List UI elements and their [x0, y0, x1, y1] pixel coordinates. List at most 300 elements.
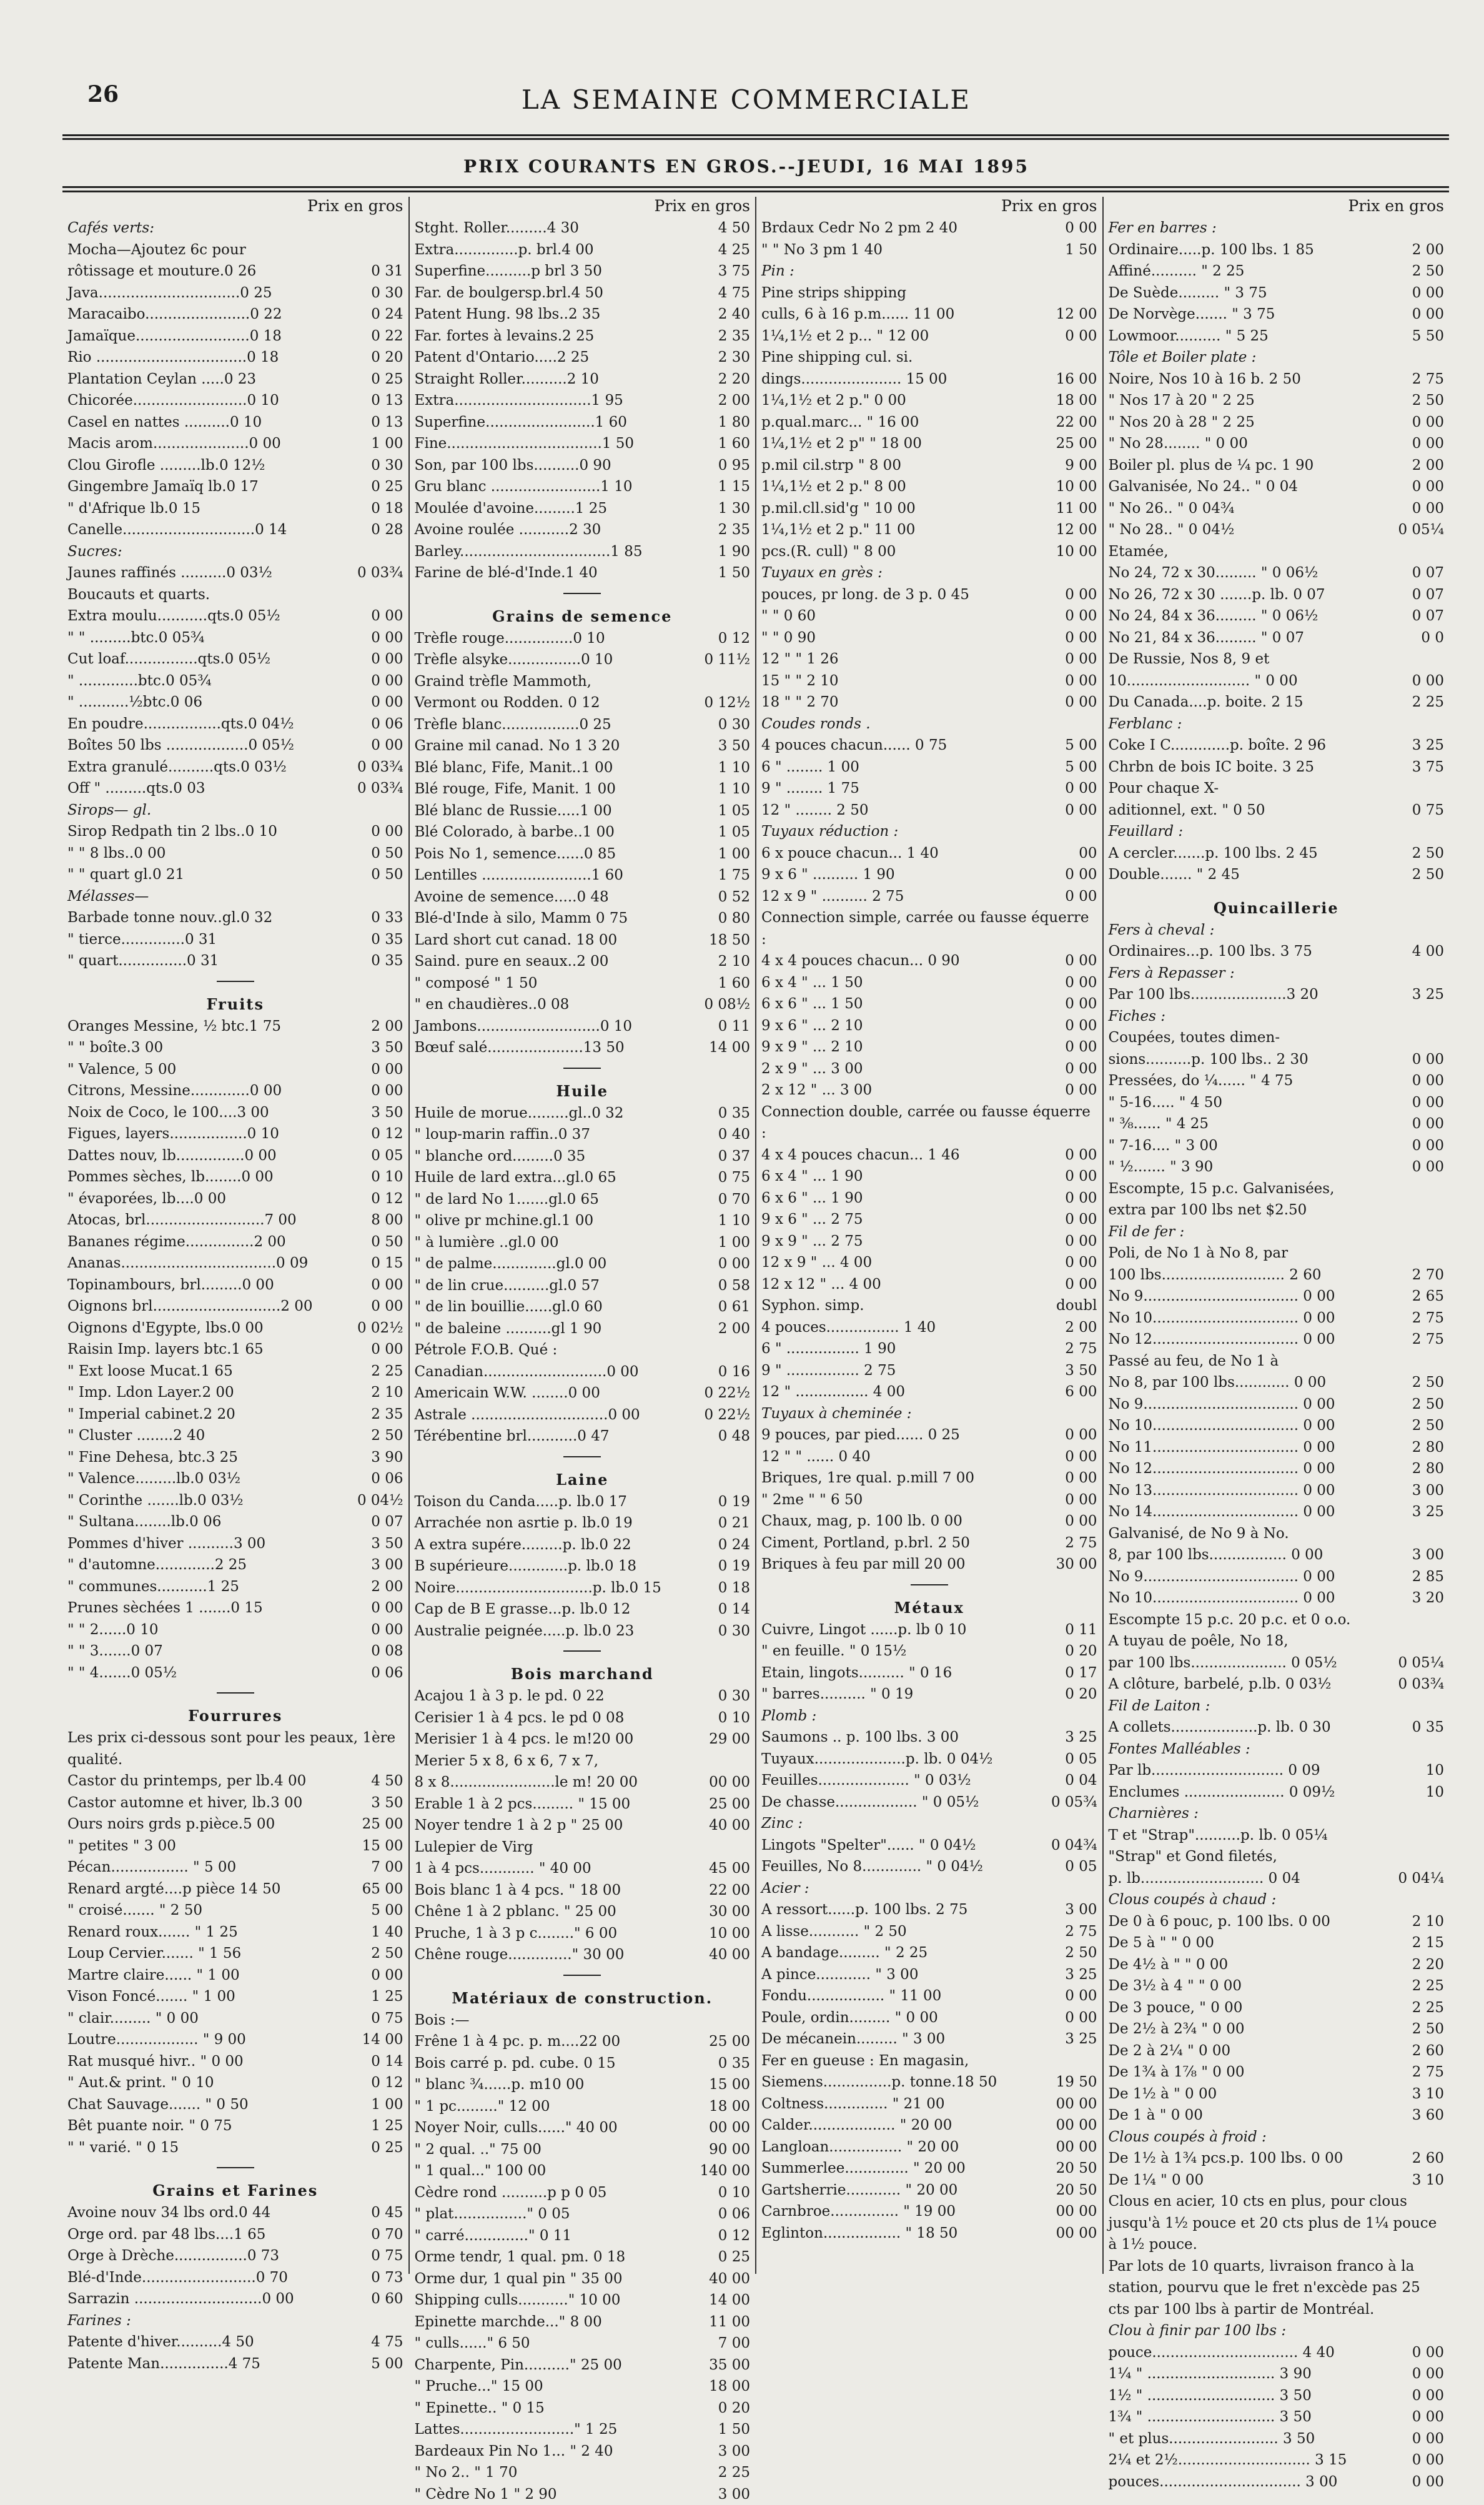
item-name: Prunes sèchées 1 .......0 15	[67, 1597, 365, 1619]
item-name: Chaux, mag, p. 100 lb. 0 00	[761, 1510, 1059, 1532]
subsection-heading: Farines :	[67, 2310, 403, 2332]
item-name: Chêne 1 à 2 pblanc. " 25 00	[415, 1901, 703, 1923]
item-name: 6 x 4 " ... 1 90	[761, 1166, 1059, 1188]
item-name: " de baleine ..........gl 1 90	[415, 1318, 712, 1340]
price-row	[67, 433, 403, 455]
price-row	[67, 1231, 403, 1253]
item-price: 0 00	[1406, 433, 1444, 455]
item-price: 2 50	[1406, 260, 1444, 282]
item-price: 65 00	[356, 1878, 403, 1900]
price-row	[415, 2419, 751, 2441]
item-name: " 1 qual..." 100 00	[415, 2160, 694, 2182]
price-row	[1109, 1975, 1445, 1997]
price-row	[415, 369, 751, 390]
item-name: Pécan................. " 5 00	[67, 1857, 365, 1878]
price-row	[761, 692, 1097, 713]
column-header: Prix en gros	[1109, 197, 1445, 215]
item-price: 0 00	[1059, 217, 1097, 239]
price-row	[761, 2071, 1097, 2093]
item-price: 0 00	[1059, 627, 1097, 649]
price-row	[415, 1296, 751, 1318]
price-row	[67, 692, 403, 713]
item-name: " d'Afrique lb.0 15	[67, 498, 365, 520]
item-name: dings...................... 15 00	[761, 369, 1050, 390]
column-3	[756, 197, 1104, 2274]
item-name: Lattes........................." 1 25	[415, 2419, 712, 2441]
item-price: 1 50	[1059, 239, 1097, 261]
price-row	[67, 605, 403, 627]
item-price: 0 00	[365, 1597, 403, 1619]
price-row	[67, 2008, 403, 2030]
item-price: 35 00	[703, 2354, 750, 2376]
item-name: p.qual.marc... " 16 00	[761, 412, 1050, 434]
item-name: Raisin Imp. layers btc.1 65	[67, 1339, 365, 1361]
price-row	[415, 2333, 751, 2354]
note-text: Clous en acier, 10 cts en plus, pour clous jusqu'à 1½ pouce et 20 cts plus de 1¼ pouce à 1½ pouce.	[1109, 2191, 1445, 2256]
price-row	[415, 412, 751, 434]
running-title: LA SEMAINE COMMERCIALE	[44, 84, 1449, 115]
item-price: 0 30	[365, 282, 403, 304]
item-price: 2 75	[1059, 1921, 1097, 1943]
subsection-heading: Clous coupés à froid :	[1109, 2126, 1445, 2148]
item-price: 2 50	[1406, 1372, 1444, 1394]
item-price: 2 00	[1059, 1317, 1097, 1339]
item-name: " quart...............0 31	[67, 950, 365, 972]
item-price: 0 75	[1406, 800, 1444, 821]
price-row	[415, 1016, 751, 1038]
item-name: Galvanisé, de No 9 à No.	[1109, 1523, 1438, 1545]
item-price: 2 70	[1406, 1264, 1444, 1286]
price-row	[415, 973, 751, 995]
price-row	[1109, 1437, 1445, 1459]
price-row	[415, 2160, 751, 2182]
item-name: " No 28.. " 0 04½	[1109, 519, 1392, 541]
item-name: 12 x 9 " .......... 2 75	[761, 886, 1059, 908]
item-name: De Norvège....... " 3 75	[1109, 304, 1406, 325]
item-name: Lulepier de Virg	[415, 1837, 744, 1858]
item-price: 0 00	[1059, 605, 1097, 627]
item-price: 0 03¾	[351, 756, 403, 778]
item-price: 0 00	[365, 627, 403, 649]
subsection-heading: Charnières :	[1109, 1803, 1445, 1825]
item-price: 10 00	[1050, 476, 1097, 498]
item-name: Cerisier 1 à 4 pcs. le pd 0 08	[415, 1707, 712, 1729]
price-row	[67, 498, 403, 520]
item-price: 0 07	[1406, 584, 1444, 606]
price-row	[761, 2136, 1097, 2158]
price-row	[1109, 735, 1445, 756]
item-price: 00 00	[1050, 2093, 1097, 2115]
price-row	[761, 1079, 1097, 1101]
column-header: Prix en gros	[415, 197, 751, 215]
item-price: 2 50	[365, 1943, 403, 1965]
price-row	[67, 260, 403, 282]
price-row	[761, 2115, 1097, 2136]
item-price: 0 52	[712, 886, 750, 908]
item-price: 0 00	[365, 1339, 403, 1361]
price-row	[415, 800, 751, 822]
section-heading: Fourrures	[67, 1705, 403, 1727]
item-price: 1 60	[712, 973, 750, 995]
item-price: 3 50	[365, 1792, 403, 1814]
item-price: 0 00	[1059, 584, 1097, 606]
price-row	[415, 282, 751, 304]
item-price: 0 00	[1059, 886, 1097, 908]
price-row	[1109, 2061, 1445, 2083]
price-row	[415, 2031, 751, 2053]
item-name: Coke I C.............p. boîte. 2 96	[1109, 735, 1406, 756]
item-price: 3 50	[365, 1037, 403, 1059]
item-name: " No 28........ " 0 00	[1109, 433, 1406, 455]
item-name: Martre claire...... " 1 00	[67, 1965, 365, 1987]
item-name: " " varié. " 0 15	[67, 2137, 365, 2159]
price-row	[1109, 519, 1445, 541]
item-name: 15 " " 2 10	[761, 670, 1059, 692]
item-price: 2 75	[1406, 2061, 1444, 2083]
price-row	[761, 670, 1097, 692]
item-price: 2 50	[1406, 2018, 1444, 2040]
note-text: Connection simple, carrée ou fausse équerre :	[761, 907, 1097, 950]
price-row	[1109, 1351, 1445, 1372]
item-name: Bardeaux Pin No 1... " 2 40	[415, 2441, 712, 2463]
column-header: Prix en gros	[67, 197, 403, 215]
item-price: 0 05¾	[1045, 1792, 1097, 1813]
item-price: 20 50	[1050, 2158, 1097, 2180]
item-name: " 2me " " 6 50	[761, 1489, 1059, 1511]
subsection-heading: Coudes ronds .	[761, 713, 1097, 735]
item-price: 2 85	[1406, 1566, 1444, 1588]
price-row	[67, 1511, 403, 1533]
price-row	[761, 1360, 1097, 1382]
item-name: No 11................................ 0 00	[1109, 1437, 1406, 1459]
item-name: A extra supére.........p. lb.0 22	[415, 1534, 712, 1556]
item-price: 3 00	[1406, 1544, 1444, 1566]
price-row	[415, 2441, 751, 2463]
price-row	[415, 2096, 751, 2118]
item-name: Charpente, Pin.........." 25 00	[415, 2354, 703, 2376]
price-row	[67, 1188, 403, 1210]
item-price: 25 00	[703, 1793, 750, 1815]
price-row	[415, 1426, 751, 1447]
item-price: 2 40	[712, 304, 750, 325]
section-heading: Matériaux de construction.	[415, 1987, 751, 2010]
price-row	[67, 1662, 403, 1684]
subsection-heading: Fers à cheval :	[1109, 920, 1445, 941]
item-price: 0 20	[365, 347, 403, 369]
item-name: Saind. pure en seaux..2 00	[415, 951, 712, 973]
item-name: 12 x 12 " ... 4 00	[761, 1274, 1059, 1296]
item-name: " de palme..............gl.0 00	[415, 1253, 712, 1275]
item-price: doubl	[1050, 1295, 1097, 1317]
item-price: 0 00	[1059, 1985, 1097, 2007]
section-heading: Grains de semence	[415, 605, 751, 628]
price-row	[415, 433, 751, 455]
price-row	[1109, 498, 1445, 520]
item-price: 12 00	[1050, 519, 1097, 541]
item-name: Par lb............................. 0 09	[1109, 1760, 1420, 1782]
item-name: Etain, lingots.......... " 0 16	[761, 1662, 1059, 1684]
section-heading: Huile	[415, 1080, 751, 1103]
price-row	[1109, 1609, 1445, 1631]
item-name: Térébentine brl...........0 47	[415, 1426, 712, 1447]
item-price: 3 20	[1406, 1587, 1444, 1609]
item-name: " communes...........1 25	[67, 1576, 365, 1598]
item-name: No 9.................................. 0 00	[1109, 1566, 1406, 1588]
item-name: Stght. Roller.........4 30	[415, 217, 712, 239]
item-price: 0 48	[712, 1426, 750, 1447]
item-price: 3 75	[1406, 756, 1444, 778]
item-price: 0 00	[365, 1059, 403, 1081]
price-row	[761, 886, 1097, 908]
price-row	[415, 2117, 751, 2139]
item-price: 4 75	[712, 282, 750, 304]
item-price: 2 75	[1059, 1338, 1097, 1360]
price-row	[67, 1404, 403, 1426]
item-price: 0 12½	[698, 692, 750, 714]
price-row	[415, 2462, 751, 2484]
item-price: 0 30	[712, 1620, 750, 1642]
item-price: 0 73	[365, 2267, 403, 2289]
item-name: Coltness.............. " 21 00	[761, 2093, 1050, 2115]
price-row	[415, 1729, 751, 1750]
item-name: Blé-d'Inde à silo, Mamm 0 75	[415, 908, 712, 930]
item-name: De 1¼ " 0 00	[1109, 2170, 1406, 2191]
item-name: Chat Sauvage....... " 0 50	[67, 2094, 365, 2116]
item-name: A ressort......p. 100 lbs. 2 75	[761, 1899, 1059, 1921]
item-price: 3 25	[1059, 2028, 1097, 2050]
item-price: 2 00	[712, 1318, 750, 1340]
item-price: 2 75	[1406, 1307, 1444, 1329]
item-name: 1¼ " ............................ 3 90	[1109, 2363, 1406, 2385]
item-price: 00	[1072, 843, 1097, 865]
item-name: 2 x 12 " ... 3 00	[761, 1079, 1059, 1101]
item-price: 5 50	[1406, 325, 1444, 347]
item-name: 4 pouces chacun...... 0 75	[761, 735, 1059, 756]
item-price: 0 24	[365, 304, 403, 325]
item-name: Orge ord. par 48 lbs....1 65	[67, 2224, 365, 2246]
item-price: 3 25	[1406, 1501, 1444, 1523]
price-row	[761, 412, 1097, 434]
item-price: 00 00	[703, 2117, 750, 2139]
item-price: 2 30	[712, 347, 750, 369]
price-row	[67, 455, 403, 477]
price-row	[415, 1858, 751, 1880]
item-price: 0 11	[712, 1016, 750, 1038]
item-price: 1 75	[712, 865, 750, 886]
item-price: 5 00	[365, 1900, 403, 1922]
price-row	[761, 648, 1097, 670]
price-row	[67, 2224, 403, 2246]
item-name: " " 4.......0 05½	[67, 1662, 365, 1684]
item-price: 1 25	[365, 2115, 403, 2137]
subsection-heading: Sirops— gl.	[67, 800, 403, 821]
item-price: 0 06	[365, 1662, 403, 1684]
item-name: Calder................... " 20 00	[761, 2115, 1050, 2136]
section-heading: Grains et Farines	[67, 2180, 403, 2202]
price-row	[67, 239, 403, 261]
price-row	[415, 1923, 751, 1945]
subsection-heading: Fers à Repasser :	[1109, 963, 1445, 985]
item-name: Avoine roulée ...........2 30	[415, 519, 712, 541]
item-price: 0 30	[365, 455, 403, 477]
item-name: Poule, ordin......... " 0 00	[761, 2007, 1059, 2029]
item-name: " " .........btc.0 05¾	[67, 627, 365, 649]
item-price: 1 10	[712, 778, 750, 800]
item-name: Affiné.......... " 2 25	[1109, 260, 1406, 282]
item-name: De 1¾ à 1⅞ " 0 00	[1109, 2061, 1406, 2083]
page-number: 26	[87, 81, 119, 107]
item-name: " en feuille. " 0 15½	[761, 1640, 1059, 1662]
item-name: Canadian...........................0 00	[415, 1361, 712, 1383]
item-price: 2 60	[1406, 2148, 1444, 2170]
price-row	[415, 2182, 751, 2204]
item-price: 0 14	[365, 2051, 403, 2073]
item-name: p.mil cil.strp " 8 00	[761, 455, 1059, 477]
price-row	[1109, 1307, 1445, 1329]
item-name: " de lard No 1.......gl.0 65	[415, 1189, 712, 1211]
price-row	[415, 843, 751, 865]
item-price: 25 00	[1050, 433, 1097, 455]
item-price: 2 00	[1406, 455, 1444, 477]
price-row	[67, 1965, 403, 1987]
price-row	[1109, 756, 1445, 778]
item-price: 0 50	[365, 843, 403, 865]
item-price: 0 00	[1406, 412, 1444, 434]
item-price: 1 05	[712, 800, 750, 822]
item-price: 3 50	[1059, 1360, 1097, 1382]
price-row	[415, 1124, 751, 1146]
item-price: 0 00	[365, 821, 403, 843]
item-name: De 3½ à 4 " " 0 00	[1109, 1975, 1406, 1997]
price-row	[67, 907, 403, 929]
item-price: 4 25	[712, 239, 750, 261]
item-price: 0 04¼	[1392, 1868, 1444, 1890]
price-row	[67, 1554, 403, 1576]
price-row	[415, 1189, 751, 1211]
price-row	[415, 1685, 751, 1707]
item-name: Loup Cervier....... " 1 56	[67, 1943, 365, 1965]
item-price: 0 12	[365, 1123, 403, 1145]
price-row	[1109, 1630, 1445, 1652]
price-row	[1109, 2083, 1445, 2105]
item-price: 0 00	[1059, 993, 1097, 1015]
item-name: 12 " ........ 2 50	[761, 800, 1059, 821]
price-row	[67, 2094, 403, 2116]
item-price: 2 25	[712, 2462, 750, 2484]
item-name: Gru blanc ........................1 10	[415, 476, 712, 498]
item-price: 0 04½	[351, 1490, 403, 1512]
price-row	[415, 1772, 751, 1793]
item-name: pouces............................... 3 00	[1109, 2471, 1406, 2493]
item-name: Maracaibo.......................0 22	[67, 304, 365, 325]
item-name: Sarrazin ............................0 00	[67, 2288, 365, 2310]
item-price: 22 00	[1050, 412, 1097, 434]
item-price: 12 00	[1050, 304, 1097, 325]
price-row	[1109, 1199, 1445, 1221]
section-divider	[563, 593, 601, 594]
price-row	[761, 217, 1097, 239]
section-heading: Fruits	[67, 993, 403, 1016]
item-price: 14 00	[703, 1037, 750, 1059]
note-text: Par lots de 10 quarts, livraison franco à la station, pourvu que le fret n'excède pas 25 cts par 100 lbs à partir de Montréal.	[1109, 2256, 1445, 2321]
item-name: T et "Strap"..........p. lb. 0 05¼	[1109, 1825, 1438, 1847]
subsection-heading: Tuyaux en grès :	[761, 562, 1097, 584]
item-name: Oranges Messine, ½ btc.1 75	[67, 1016, 365, 1038]
item-price: 0 05	[365, 1145, 403, 1167]
price-row	[1109, 864, 1445, 886]
price-row	[761, 864, 1097, 886]
price-row	[1109, 1652, 1445, 1674]
item-name: Orme dur, 1 qual pin " 35 00	[415, 2268, 703, 2290]
item-name: 1¾ " ............................ 3 50	[1109, 2406, 1406, 2428]
price-row	[415, 390, 751, 412]
price-row	[761, 950, 1097, 972]
item-name: Poli, de No 1 à No 8, par	[1109, 1243, 1438, 1264]
price-row	[67, 1102, 403, 1124]
section-heading: Métaux	[761, 1597, 1097, 1619]
price-row	[67, 1597, 403, 1619]
item-name: " et plus........................ 3 50	[1109, 2428, 1406, 2450]
price-row	[415, 1167, 751, 1189]
item-name: Barbade tonne nouv..gl.0 32	[67, 907, 365, 929]
item-name: No 13................................ 0 00	[1109, 1480, 1406, 1502]
note-text: Fer en gueuse : En magasin,	[761, 2050, 1097, 2072]
item-name: " Epinette.. " 0 15	[415, 2398, 712, 2419]
price-row	[415, 1577, 751, 1599]
price-row	[67, 1339, 403, 1361]
price-row	[415, 498, 751, 520]
item-name: Son, par 100 lbs..........0 90	[415, 455, 712, 477]
price-row	[1109, 1846, 1445, 1868]
item-name: " blanche ord.........0 35	[415, 1146, 712, 1168]
price-row	[415, 304, 751, 325]
item-name: 8 x 8.......................le m! 20 00	[415, 1772, 703, 1793]
item-price: 0 00	[365, 670, 403, 692]
price-row	[67, 1037, 403, 1059]
price-row	[67, 1252, 403, 1274]
item-name: " petites " 3 00	[67, 1835, 356, 1857]
item-name: pouce................................ 4 40	[1109, 2342, 1406, 2364]
item-price: 0 58	[712, 1275, 750, 1297]
price-row	[761, 1317, 1097, 1339]
item-price: 16 00	[1050, 369, 1097, 390]
item-name: Lowmoor.......... " 5 25	[1109, 325, 1406, 347]
item-price: 0 75	[365, 2245, 403, 2267]
item-price: 0 00	[1406, 2406, 1444, 2428]
item-name: Par 100 lbs.....................3 20	[1109, 984, 1406, 1006]
item-price: 2 35	[365, 1404, 403, 1426]
item-name: 4 x 4 pouces chacun... 1 46	[761, 1144, 1059, 1166]
item-name: " " 2......0 10	[67, 1619, 365, 1641]
price-row	[1109, 1027, 1445, 1049]
item-name: Ciment, Portland, p.brl. 2 50	[761, 1532, 1059, 1554]
item-name: " plat................" 0 05	[415, 2203, 712, 2225]
price-row	[1109, 2170, 1445, 2191]
item-price: 0 35	[712, 2053, 750, 2075]
item-name: Extra moulu...........qts.0 05½	[67, 605, 365, 627]
item-price: 0 24	[712, 1534, 750, 1556]
price-row	[415, 757, 751, 779]
item-price: 0 00	[712, 1253, 750, 1275]
item-name: Trèfle alsyke................0 10	[415, 649, 698, 671]
item-price: 0 00	[1406, 2363, 1444, 2385]
item-name: A clôture, barbelé, p.lb. 0 03½	[1109, 1674, 1392, 1695]
item-price: 2 65	[1406, 1286, 1444, 1307]
item-price: 2 50	[365, 1425, 403, 1447]
price-row	[67, 1425, 403, 1447]
price-row	[415, 865, 751, 886]
column-4	[1104, 197, 1450, 2274]
